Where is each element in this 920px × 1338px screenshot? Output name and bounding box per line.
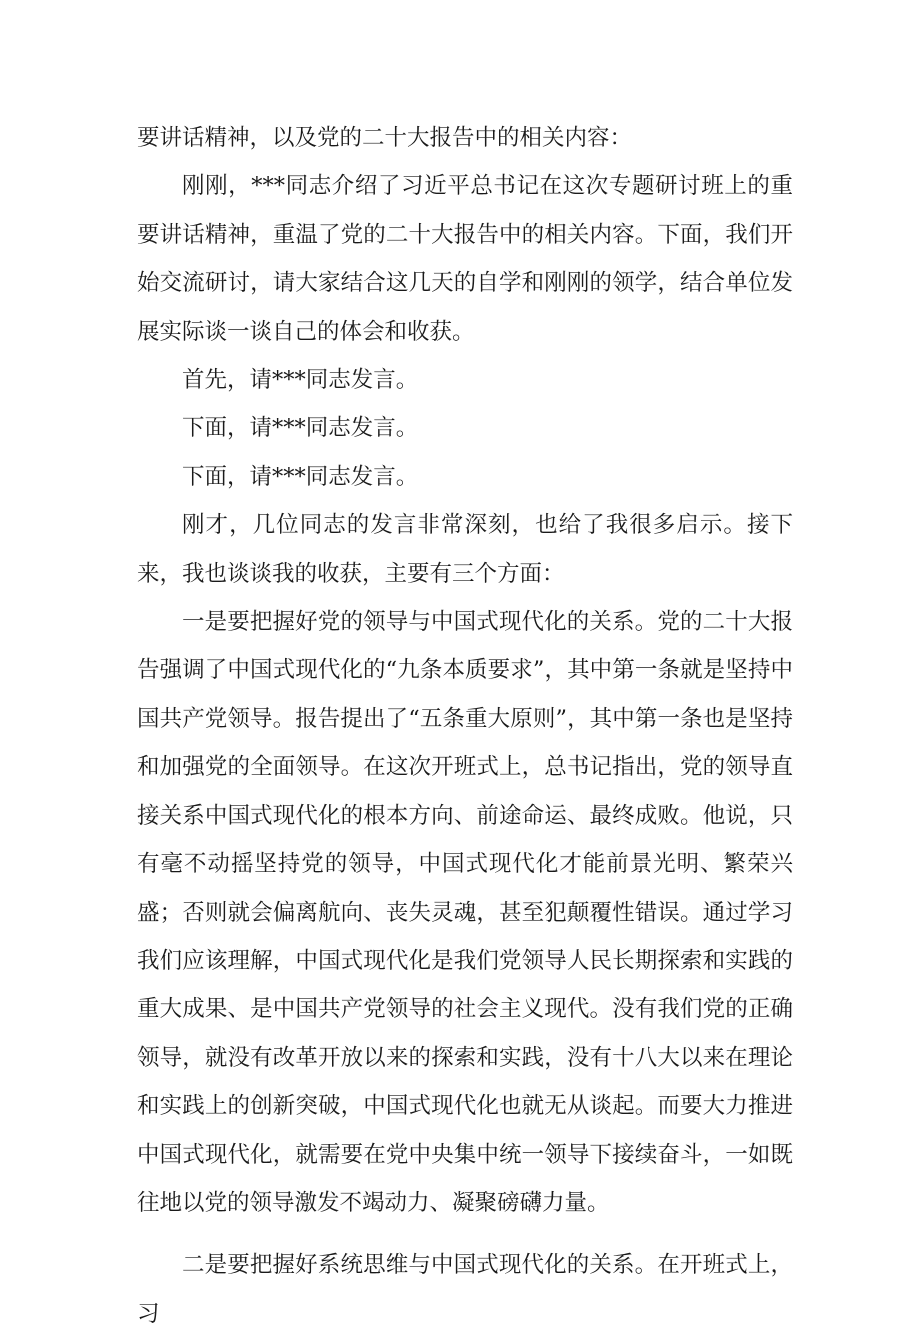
- paragraph-continuation: 要讲话精神，以及党的二十大报告中的相关内容：: [137, 125, 633, 151]
- paragraph-intro: 刚刚，***同志介绍了习近平总书记在这次专题研讨班上的重要讲话精神，重温了党的二十大报告中的相关内容。下面，我们开始交流研讨，请大家结合这几天的自学和刚刚的领学，结合单位发展实际谈一谈自己的体会和收获。: [137, 173, 793, 345]
- paragraph-point-one: 一是要把握好党的领导与中国式现代化的关系。党的二十大报告强调了中国式现代化的“九条本质要求”，其中第一条就是坚持中国共产党领导。报告提出了“五条重大原则”，其中第一条也是坚持和加强党的全面领导。在这次开班式上，总书记指出，党的领导直接关系中国式现代化的根本方向、前途命运、最终成败。他说，只有毫不动摇坚持党的领导，中国式现代化才能前景光明、繁荣兴盛；否则就会偏离航向、丧失灵魂，甚至犯颠覆性错误。通过学习我们应该理解，中国式现代化是我们党领导人民长期探索和实践的重大成果、是中国共产党领导的社会主义现代。没有我们党的正确领导，就没有改革开放以来的探索和实践，没有十八大以来在理论和实践上的创新突破，中国式现代化也就无从谈起。而要大力推进中国式现代化，就需要在党中央集中统一领导下接续奋斗，一如既往地以党的领导激发不竭动力、凝聚磅礴力量。: [137, 609, 793, 1216]
- paragraph-speaker-1: 首先，请***同志发言。: [182, 367, 419, 394]
- body-text: [137, 114, 793, 1338]
- paragraph-speaker-3: 下面，请***同志发言。: [182, 463, 419, 490]
- paragraph-point-two: 二是要把握好系统思维与中国式现代化的关系。在开班式上，习: [137, 1252, 793, 1327]
- paragraph-speaker-2: 下面，请***同志发言。: [182, 415, 419, 442]
- paragraph-summary: 刚才，几位同志的发言非常深刻，也给了我很多启示。接下来，我也谈谈我的收获，主要有三个方面：: [137, 512, 793, 587]
